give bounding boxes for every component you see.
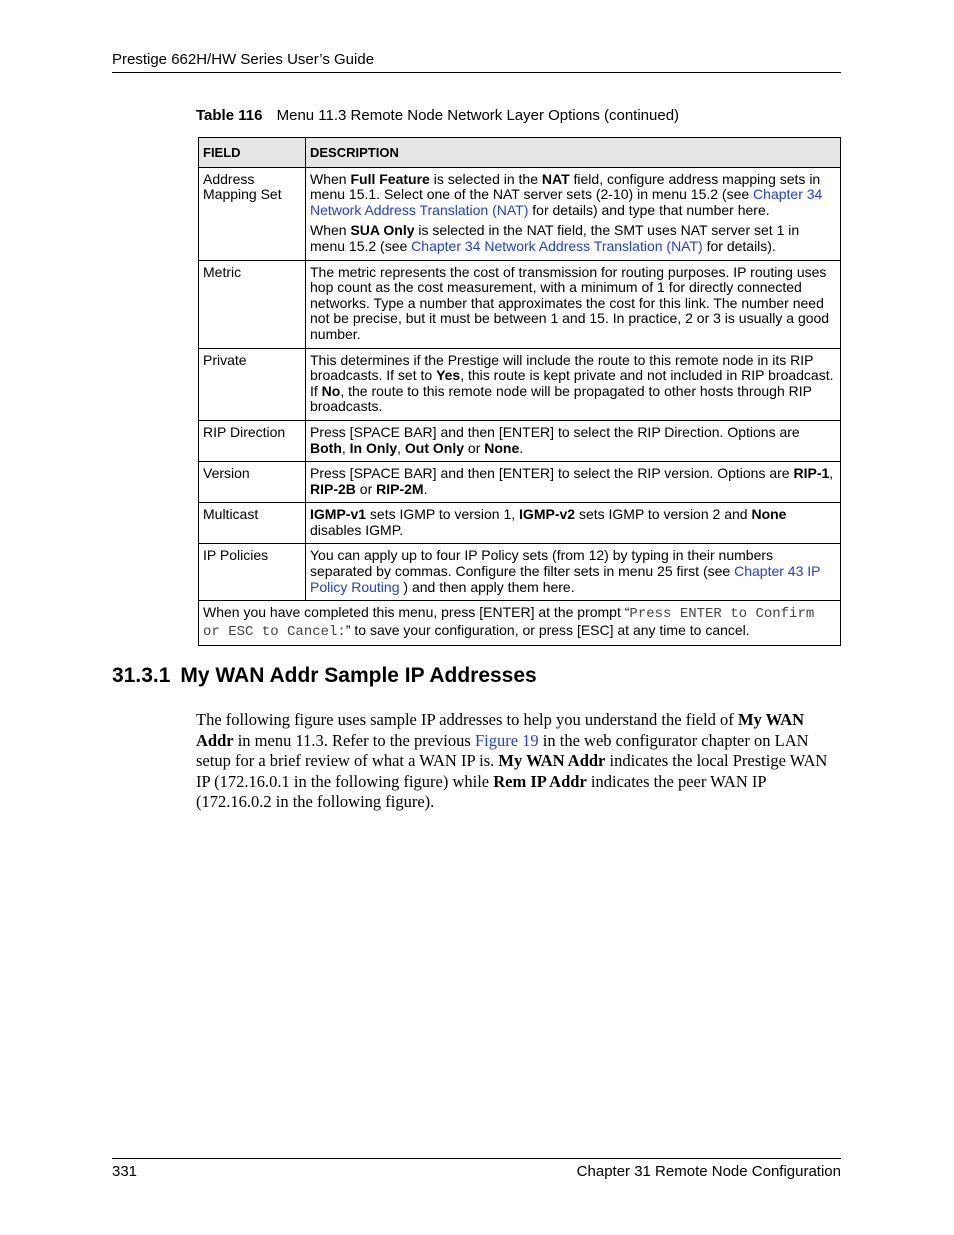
text: When (310, 170, 351, 187)
field-cell: Version (199, 462, 306, 503)
description-cell (306, 167, 841, 260)
description-cell: The metric represents the cost of transmission for routing purposes. IP routing uses hop count as the cost measurement, with a minimum of 1 for directly connected networks. Type a number that approximates the cost for this link. The number need not be precise, but it must be between 1 and 15. In practice, 2 or 3 is usually a good number. (306, 260, 841, 348)
text: . (423, 480, 428, 497)
bold-text: None (484, 439, 520, 456)
table-label: Table 116 (196, 107, 263, 124)
text: for details). (702, 237, 776, 254)
figure-19-link[interactable]: Figure 19 (474, 730, 539, 750)
bold-text: My WAN Addr (498, 751, 606, 770)
field-cell: RIP Direction (199, 420, 306, 461)
chapter-34-link[interactable]: Chapter 34 Network Address Translation (NAT) (411, 237, 703, 254)
running-footer (112, 1158, 841, 1182)
bold-text: RIP-2B (310, 480, 356, 497)
body-paragraph (196, 710, 841, 813)
description-cell (306, 348, 841, 420)
bold-text: Out Only (404, 439, 465, 456)
text: sets IGMP to version 2 and (575, 506, 752, 523)
text: , the route to this remote node will be propagated to other hosts through RIP broadcasts. (310, 382, 812, 415)
guide-title: Prestige 662H/HW Series User’s Guide (112, 51, 375, 68)
chapter-title: Chapter 31 Remote Node Configuration (576, 1163, 841, 1180)
text: indicates the peer WAN IP (172.16.0.2 in the following figure). (196, 771, 766, 811)
description-cell (306, 503, 841, 544)
text: Press [SPACE BAR] and then [ENTER] to select the RIP version. Options are (310, 465, 794, 482)
column-header-field: FIELD (199, 138, 306, 168)
text: When (310, 222, 351, 239)
text: for details) and type that number here. (528, 201, 770, 218)
text: in menu 11.3. Refer to the previous (233, 730, 475, 750)
text: ” to save your configuration, or press [ESC] at any time to cancel. (345, 621, 750, 638)
bold-text: None (751, 506, 787, 523)
field-cell: Address Mapping Set (199, 167, 306, 260)
bold-text: RIP-1 (793, 465, 830, 482)
table-footnote-row (199, 601, 841, 646)
text: When you have completed this menu, press [ENTER] at the prompt “ (203, 604, 630, 621)
text: . (519, 439, 524, 456)
page-number: 331 (112, 1163, 138, 1180)
table-row (199, 348, 841, 420)
table-row (199, 167, 841, 260)
table-caption (196, 106, 841, 126)
text: indicates the local Prestige WAN IP (172.16.0.1 in the following figure) while (196, 751, 828, 791)
table-row (199, 260, 841, 348)
chapter-43-link[interactable]: Chapter 43 IP Policy Routing (310, 563, 821, 595)
table-header-row (199, 138, 841, 168)
table-row (199, 503, 841, 544)
table-row (199, 544, 841, 601)
text: , (397, 439, 405, 456)
bold-text: Both (310, 439, 342, 456)
text: You can apply up to four IP Policy sets (from 12) by typing in their numbers separated by commas. Configure the filter sets in menu 25 first (see (310, 547, 774, 580)
text: is selected in the (429, 170, 542, 187)
text: , (341, 439, 350, 456)
bold-text: In Only (349, 439, 398, 456)
text: ) and then apply them here. (399, 578, 575, 595)
prompt-code: Press ENTER to Confirm or ESC to Cancel: (203, 606, 815, 640)
bold-text: IGMP-v1 (310, 506, 367, 523)
bold-text: Rem IP Addr (493, 771, 587, 791)
bold-text: NAT (541, 170, 570, 187)
description-cell (306, 420, 841, 461)
text: in the web configurator chapter on LAN setup for a brief review of what a WAN IP is. (196, 730, 809, 770)
text: is selected in the NAT field, the SMT uses NAT server set 1 in menu 15.2 (see (310, 222, 800, 254)
text: The following figure uses sample IP addresses to help you understand the field of (196, 710, 738, 729)
bold-text: Yes (436, 367, 461, 384)
bold-text: No (321, 382, 341, 399)
table-footnote (199, 601, 841, 646)
field-cell: IP Policies (199, 544, 306, 601)
bold-text: IGMP-v2 (519, 506, 576, 523)
text: This determines if the Prestige will include the route to this remote node in its RIP broadcasts. If set to (310, 351, 814, 384)
bold-text: Full Feature (350, 170, 430, 187)
text: , this route is kept private and not included in RIP broadcast. If (310, 367, 834, 399)
table-caption-text: Menu 11.3 Remote Node Network Layer Options (continued) (276, 107, 680, 124)
field-cell: Multicast (199, 503, 306, 544)
description-cell (306, 462, 841, 503)
section-heading (112, 662, 537, 690)
text: field, configure address mapping sets in menu 15.1. Select one of the NAT server sets (2-10) in menu 15.2 (see (310, 170, 821, 203)
description-cell (306, 544, 841, 601)
text: or (355, 480, 377, 497)
section-number: 31.3.1 (112, 664, 171, 687)
text: sets IGMP to version 1, (366, 506, 520, 523)
text: disables IGMP. (310, 521, 404, 538)
running-header (112, 50, 841, 73)
chapter-34-link[interactable]: Chapter 34 Network Address Translation (NAT) (310, 186, 823, 218)
bold-text: RIP-2M (376, 480, 424, 497)
options-table (198, 137, 841, 646)
description-paragraph (310, 223, 836, 254)
section-title: My WAN Addr Sample IP Addresses (180, 664, 537, 687)
text: , (829, 465, 834, 482)
text: or (464, 439, 485, 456)
bold-text: My WAN Addr (196, 710, 805, 750)
bold-text: SUA Only (350, 222, 415, 239)
field-cell: Metric (199, 260, 306, 348)
description-paragraph (310, 172, 836, 219)
table-row (199, 420, 841, 461)
text: Press [SPACE BAR] and then [ENTER] to select the RIP Direction. Options are (310, 423, 800, 440)
column-header-description: DESCRIPTION (306, 138, 841, 168)
field-cell: Private (199, 348, 306, 420)
table-row (199, 462, 841, 503)
